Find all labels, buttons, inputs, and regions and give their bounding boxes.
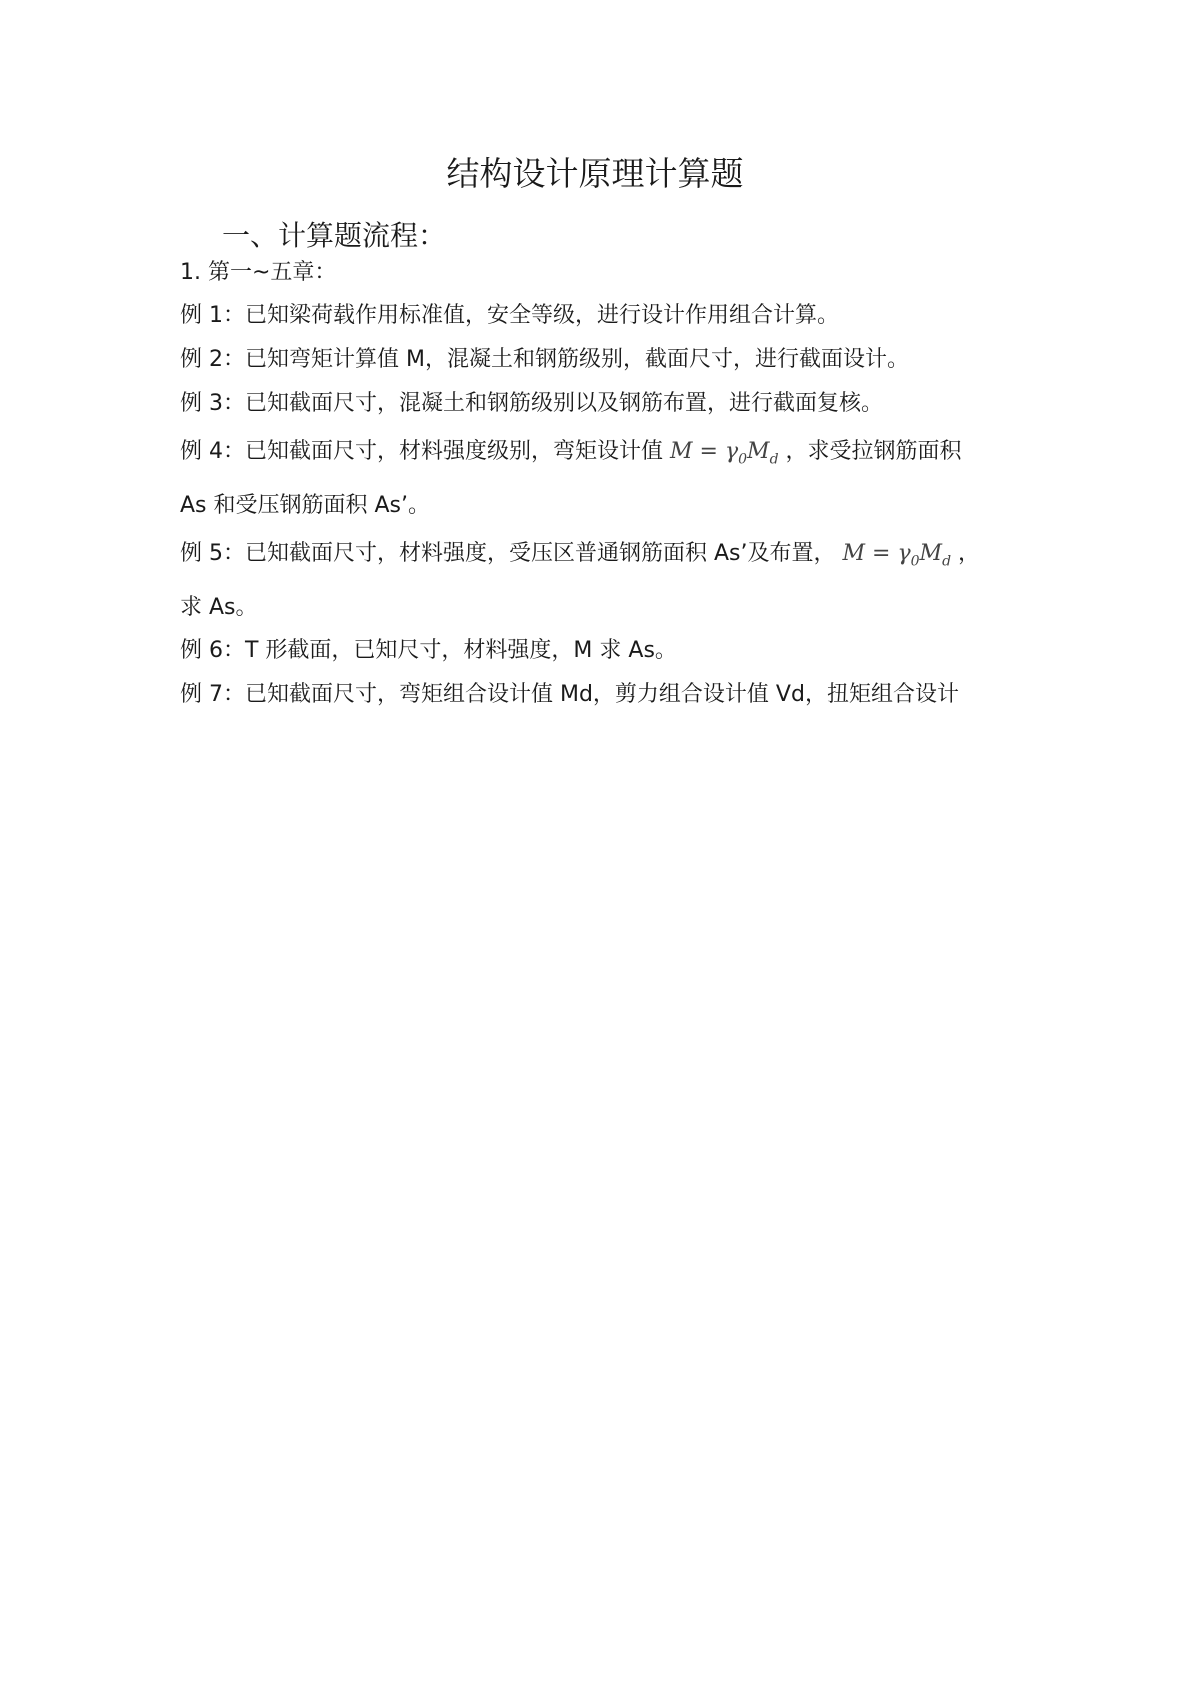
example-2: 例 2：已知弯矩计算值 M，混凝土和钢筋级别，截面尺寸，进行截面设计。 xyxy=(180,347,909,372)
document-title: 结构设计原理计算题 xyxy=(446,154,744,193)
example-3: 例 3：已知截面尺寸，混凝土和钢筋级别以及钢筋布置，进行截面复核。 xyxy=(180,391,883,416)
chapter-heading: 1. 第一~五章： xyxy=(180,260,337,285)
example-5-text: 例 5：已知截面尺寸，材料强度，受压区普通钢筋面积 As’及布置， xyxy=(180,541,836,566)
moment-formula: $M = \gamma_0M_d$ xyxy=(670,439,779,468)
moment-formula: $M = \gamma_0M_d$ xyxy=(842,541,952,570)
example-4 xyxy=(180,436,1040,475)
example-4-text: 例 4：已知截面尺寸，材料强度级别，弯矩设计值 xyxy=(180,439,663,464)
section-heading: 一、计算题流程： xyxy=(222,219,447,252)
example-5 xyxy=(180,538,1040,577)
example-1: 例 1：已知梁荷载作用标准值，安全等级，进行设计作用组合计算。 xyxy=(180,303,839,328)
example-5-text-end: ， xyxy=(958,541,981,566)
example-4-text-end: ，求受拉钢筋面积 xyxy=(785,439,962,464)
example-5-continued: 求 As。 xyxy=(180,595,258,620)
example-7: 例 7：已知截面尺寸，弯矩组合设计值 Md，剪力组合设计值 Vd，扭矩组合设计 xyxy=(180,682,959,707)
example-6: 例 6：T 形截面，已知尺寸，材料强度，M 求 As。 xyxy=(180,638,677,663)
example-4-continued: As 和受压钢筋面积 As’。 xyxy=(180,493,431,518)
